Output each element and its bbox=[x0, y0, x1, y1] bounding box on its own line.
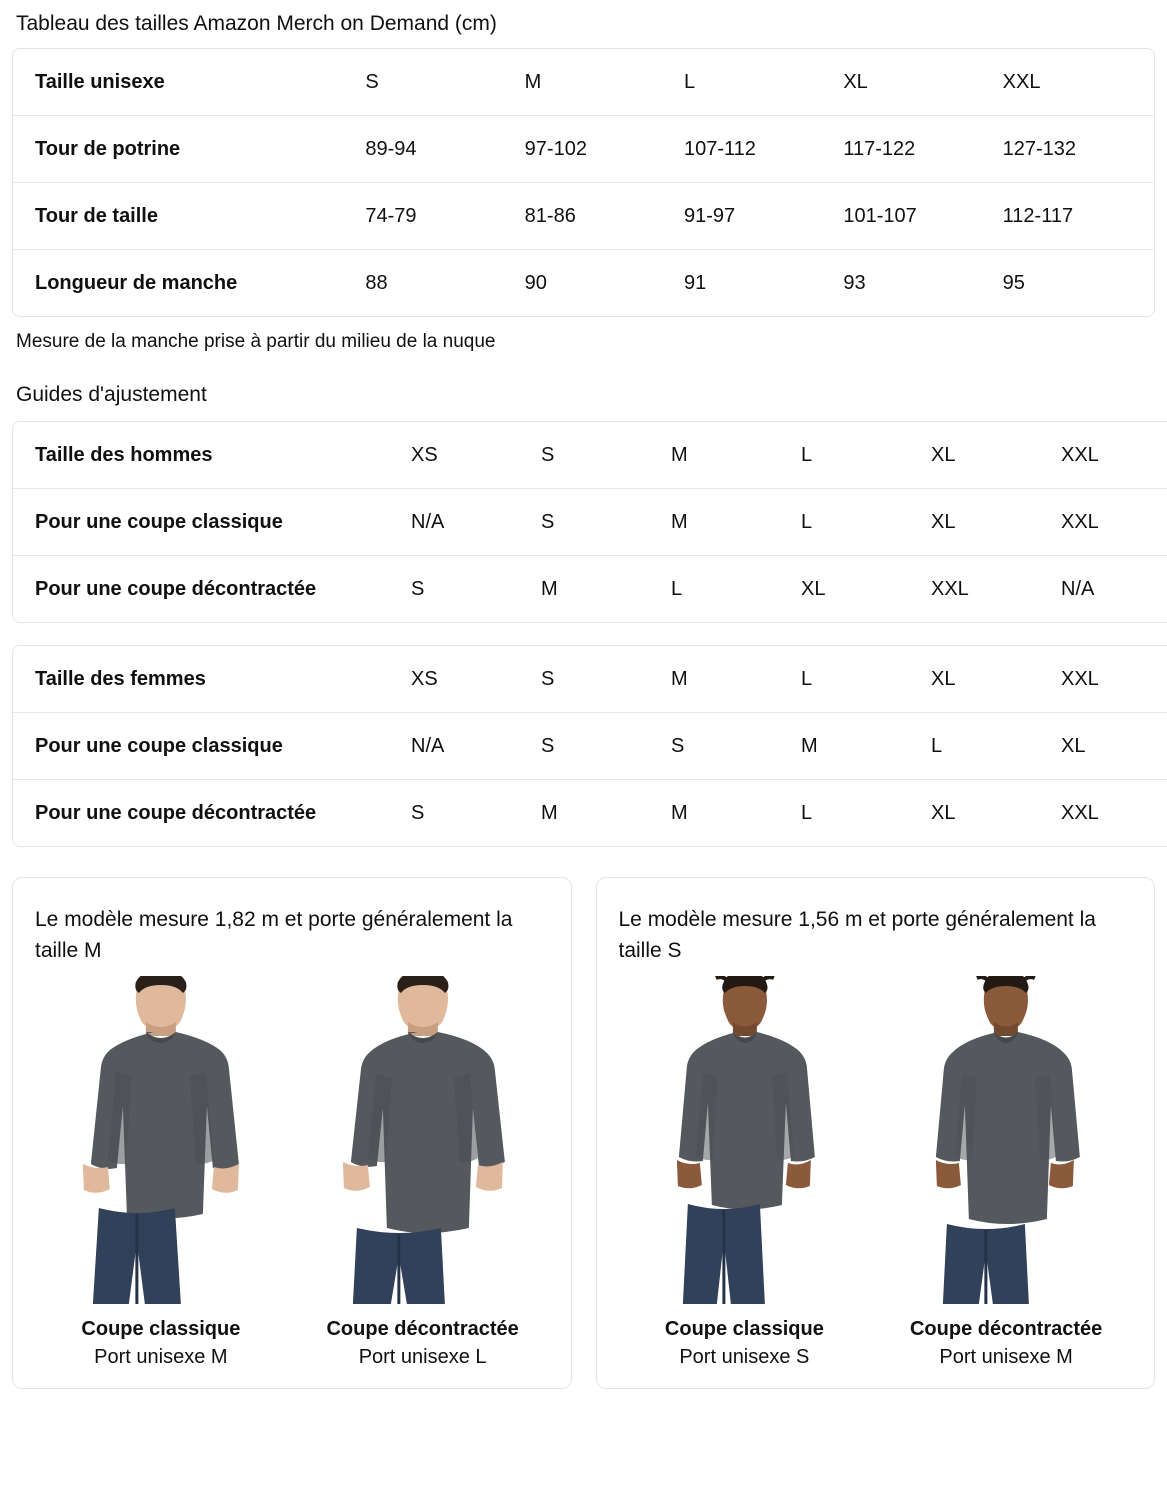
cell: M bbox=[541, 578, 558, 600]
wear-label: Port unisexe L bbox=[358, 1346, 487, 1368]
cell: M bbox=[663, 646, 793, 713]
cell: 88 bbox=[365, 272, 388, 294]
cell: S bbox=[411, 802, 425, 824]
row-label: Pour une coupe classique bbox=[13, 489, 403, 556]
table-row bbox=[13, 556, 1167, 622]
cell: 95 bbox=[1002, 272, 1025, 294]
cell: 90 bbox=[524, 272, 547, 294]
table-row bbox=[13, 780, 1167, 846]
unisex-size-table bbox=[12, 48, 1155, 317]
row-label: Taille des hommes bbox=[13, 422, 403, 489]
row-label: Pour une coupe classique bbox=[13, 713, 403, 780]
cell: XL bbox=[835, 49, 994, 116]
cell: XXL bbox=[995, 49, 1154, 116]
row-label: Tour de taille bbox=[13, 183, 357, 250]
cell: 91 bbox=[684, 272, 707, 294]
wear-label: Port unisexe S bbox=[679, 1346, 810, 1368]
row-label: Pour une coupe décontractée bbox=[35, 578, 317, 600]
row-label: Longueur de manche bbox=[35, 272, 238, 294]
cell: N/A bbox=[403, 489, 533, 556]
cell: 74-79 bbox=[357, 183, 516, 250]
cell: XS bbox=[403, 646, 533, 713]
cell: XXL bbox=[1053, 646, 1167, 713]
cell: L bbox=[676, 49, 835, 116]
spacer bbox=[12, 623, 1155, 645]
cell: S bbox=[663, 713, 793, 780]
fit-label: Coupe classique bbox=[664, 1318, 824, 1340]
cell: 117-122 bbox=[835, 116, 994, 183]
model-figure-relaxed bbox=[880, 976, 1132, 1370]
cell: L bbox=[671, 578, 683, 600]
cell: S bbox=[411, 578, 425, 600]
cell: XL bbox=[1053, 713, 1167, 780]
cell: M bbox=[663, 489, 793, 556]
table-row bbox=[13, 646, 1167, 713]
cell: L bbox=[793, 489, 923, 556]
model-cards bbox=[12, 877, 1155, 1389]
row-label: Tour de potrine bbox=[13, 116, 357, 183]
cell: S bbox=[533, 713, 663, 780]
cell: XS bbox=[403, 422, 533, 489]
row-label: Pour une coupe décontractée bbox=[35, 802, 317, 824]
cell: XL bbox=[923, 646, 1053, 713]
cell: S bbox=[357, 49, 516, 116]
cell: M bbox=[793, 713, 923, 780]
men-fit-table bbox=[12, 421, 1167, 623]
table-row bbox=[13, 49, 1154, 116]
model-figure-relaxed bbox=[297, 976, 549, 1370]
cell: L bbox=[793, 422, 923, 489]
row-label: Taille des femmes bbox=[13, 646, 403, 713]
female-classic-fit-illustration bbox=[619, 976, 871, 1306]
cell: 107-112 bbox=[676, 116, 835, 183]
cell: 81-86 bbox=[517, 183, 676, 250]
sleeve-note: Mesure de la manche prise à partir du milieu de la nuque bbox=[16, 331, 496, 352]
cell: L bbox=[923, 713, 1053, 780]
cell: 101-107 bbox=[835, 183, 994, 250]
page-title: Tableau des tailles Amazon Merch on Demand (cm) bbox=[16, 12, 497, 35]
female-model-card bbox=[596, 877, 1156, 1389]
model-figure-classic bbox=[35, 976, 287, 1370]
cell: 91-97 bbox=[676, 183, 835, 250]
cell: S bbox=[533, 422, 663, 489]
fit-label: Coupe classique bbox=[81, 1318, 241, 1340]
table-row bbox=[13, 183, 1154, 250]
cell: 127-132 bbox=[995, 116, 1154, 183]
model-figure-classic bbox=[619, 976, 871, 1370]
table-row bbox=[13, 713, 1167, 780]
card-heading: Le modèle mesure 1,56 m et porte généralement la taille S bbox=[618, 908, 1096, 962]
table-row bbox=[13, 250, 1154, 316]
cell: M bbox=[517, 49, 676, 116]
male-relaxed-fit-illustration bbox=[297, 976, 549, 1306]
women-fit-table bbox=[12, 645, 1167, 847]
table-row bbox=[13, 422, 1167, 489]
cell: XXL bbox=[1053, 422, 1167, 489]
cell: M bbox=[671, 802, 688, 824]
male-model-card bbox=[12, 877, 572, 1389]
model-row bbox=[619, 976, 1133, 1370]
wear-label: Port unisexe M bbox=[939, 1346, 1073, 1368]
fit-label: Coupe décontractée bbox=[909, 1318, 1103, 1340]
table-row bbox=[13, 116, 1154, 183]
cell: 97-102 bbox=[517, 116, 676, 183]
row-label: Taille unisexe bbox=[13, 49, 357, 116]
cell: 112-117 bbox=[995, 183, 1154, 250]
fit-guides-title: Guides d'ajustement bbox=[16, 383, 207, 406]
cell: M bbox=[541, 802, 558, 824]
model-row bbox=[35, 976, 549, 1370]
cell: S bbox=[533, 646, 663, 713]
wear-label: Port unisexe M bbox=[94, 1346, 228, 1368]
cell: XL bbox=[931, 802, 956, 824]
cell: XXL bbox=[1053, 489, 1167, 556]
male-classic-fit-illustration bbox=[35, 976, 287, 1306]
cell: 93 bbox=[843, 272, 866, 294]
female-relaxed-fit-illustration bbox=[880, 976, 1132, 1306]
cell: S bbox=[533, 489, 663, 556]
cell: N/A bbox=[403, 713, 533, 780]
cell: XXL bbox=[1061, 802, 1099, 824]
cell: N/A bbox=[1061, 578, 1095, 600]
cell: M bbox=[663, 422, 793, 489]
cell: L bbox=[801, 802, 813, 824]
cell: L bbox=[793, 646, 923, 713]
cell: XL bbox=[923, 422, 1053, 489]
fit-label: Coupe décontractée bbox=[326, 1318, 519, 1340]
card-heading: Le modèle mesure 1,82 m et porte généralement la taille M bbox=[35, 908, 513, 962]
cell: XXL bbox=[931, 578, 969, 600]
cell: XL bbox=[801, 578, 826, 600]
table-row bbox=[13, 489, 1167, 556]
cell: 89-94 bbox=[357, 116, 516, 183]
cell: XL bbox=[923, 489, 1053, 556]
